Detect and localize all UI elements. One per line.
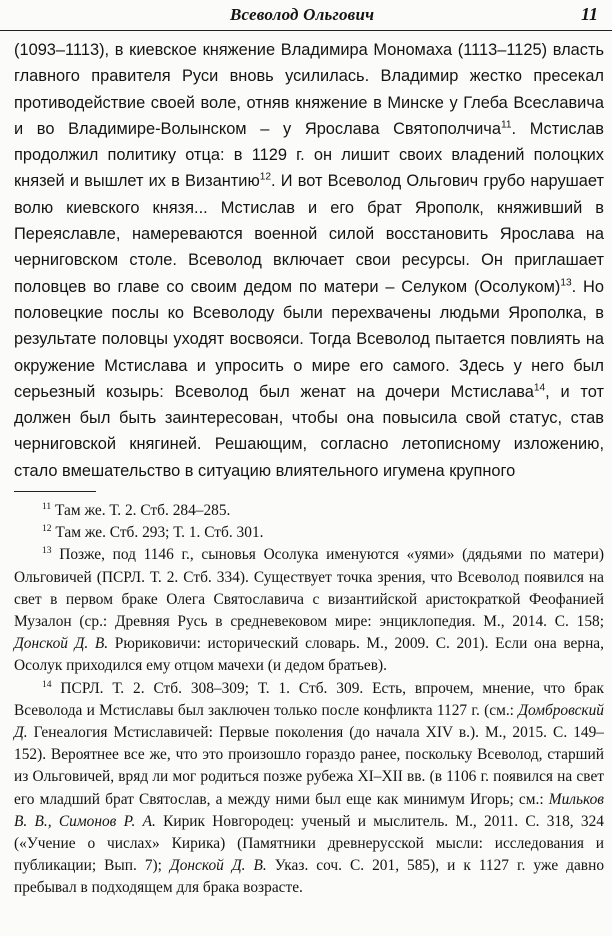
- footnote-ref-12[interactable]: 12: [259, 172, 272, 184]
- footnote-ref-14[interactable]: 14: [533, 382, 546, 394]
- footnote-text: Рюриковичи: исторический словарь. М., 2009. С. 201). Если она верна, Осолук приходился ему отцом мачехи (и дедом братьев).: [14, 635, 604, 675]
- footnote-11: [14, 500, 604, 522]
- footnote-12: [14, 522, 604, 544]
- body-paragraph: [14, 37, 604, 484]
- text-segment: . И вот Всеволод Ольгович грубо нарушает волю киевского князя... Мстислав и его брат Ярополк, княживший в Переяславле, намереваются военной силой восстановить Ярослава на черниговском столе. Всеволод включает свои ресурсы. Он приглашает половцев во главе со своим дедом по матери – Селуком (Осолуком): [14, 172, 604, 296]
- footnote-text: Генеалогия Мстиславичей: Первые поколения (до начала XIV в.). М., 2015. С. 149–152). Вероятнее все же, что это произошло гораздо ранее, поскольку Всеволод, старший из Ольговичей, вряд ли мог родиться позже рубежа XI–XII вв. (в 1106 г. появился на свет его младший брат Святослав, а между ними был еще как минимум Игорь; см.:: [14, 724, 604, 808]
- footnote-14: [14, 678, 604, 900]
- main-text: [14, 37, 604, 484]
- footnote-number: 13: [42, 545, 52, 557]
- footnote-text: Позже, под 1146 г., сыновья Осолука именуются «уями» (дядьями по матери) Ольговичей (ПСРЛ. Т. 2. Стб. 334). Существует точка зрения, что Всеволод появился на свет в первом браке Олега Святославича с византийской аристократкой Феофанией Музалон (ср.: Древняя Русь в средневековом мире: энциклопедия. М., 2014. С. 158;: [14, 546, 604, 631]
- footnote-ref-11[interactable]: 11: [500, 119, 512, 131]
- footnote-text: ПСРЛ. Т. 2. Стб. 308–309; Т. 1. Стб. 309. Есть, впрочем, мнение, что брак Всеволода и Мстиславы был заключен только после конфликта 1127 г. (см.:: [14, 679, 604, 719]
- footnote-text: Указ. соч. С. 201, 585), и к 1127 г. уже давно пребывал в подходящем для брака возрасте.: [14, 857, 605, 897]
- author-name: Домбровский Д.: [14, 701, 604, 742]
- footnote-text: Кирик Новгородец: ученый и мыслитель. М., 2011. С. 318, 324 («Учение о числах» Кирика) (Памятники древнерусской мысли: исследования и публикации; Вып. 7);: [14, 812, 605, 875]
- text-segment: . Но половецкие послы ко Всеволоду были перехвачены людьми Ярополка, в результате половцы уходят восвояси. Тогда Всеволод пытается повлиять на окружение Мстислава и упросить о мире его самого. Здесь у него был серьезный козырь: Всеволод был женат на дочери Мстислава: [14, 277, 604, 401]
- page-number: 11: [580, 4, 598, 24]
- author-name: Донской Д. В.: [14, 635, 109, 653]
- footnotes: [14, 500, 604, 900]
- text-segment: (1093–1113), в киевское княжение Владимира Мономаха (1113–1125) власть главного правителя Руси вновь усилилась. Владимир жестко пресекал противодействие своей воле, отняв княжение в Минске у Глеба Всеславича и во Владимире-Волынском – у Ярослава Святополчича: [14, 41, 604, 138]
- text-segment: . Мстислав продолжил политику отца: в 1129 г. он лишит своих владений полоцких князей и вышлет их в Византию: [14, 119, 604, 191]
- footnote-text: Там же. Т. 2. Стб. 284–285.: [51, 502, 231, 519]
- running-header: [0, 0, 612, 31]
- footnote-number: 11: [42, 500, 52, 512]
- author-name: Мильков В. В., Симонов Р. А.: [14, 790, 604, 830]
- footnote-separator: [14, 491, 96, 492]
- footnote-number: 14: [42, 678, 52, 690]
- footnote-13: [14, 544, 604, 677]
- author-name: Донской Д. В.: [169, 857, 267, 875]
- footnote-number: 12: [42, 523, 52, 535]
- running-title: Всеволод Ольгович: [230, 5, 375, 24]
- footnote-text: Там же. Стб. 293; Т. 1. Стб. 301.: [51, 524, 264, 542]
- footnote-ref-13[interactable]: 13: [560, 277, 572, 289]
- text-segment: , и тот должен был быть заинтересован, чтобы она повысила свой статус, став черниговской княгиней. Решающим, согласно летописному изложению, стало вмешательство в ситуацию влиятельного игумена крупного: [14, 382, 605, 480]
